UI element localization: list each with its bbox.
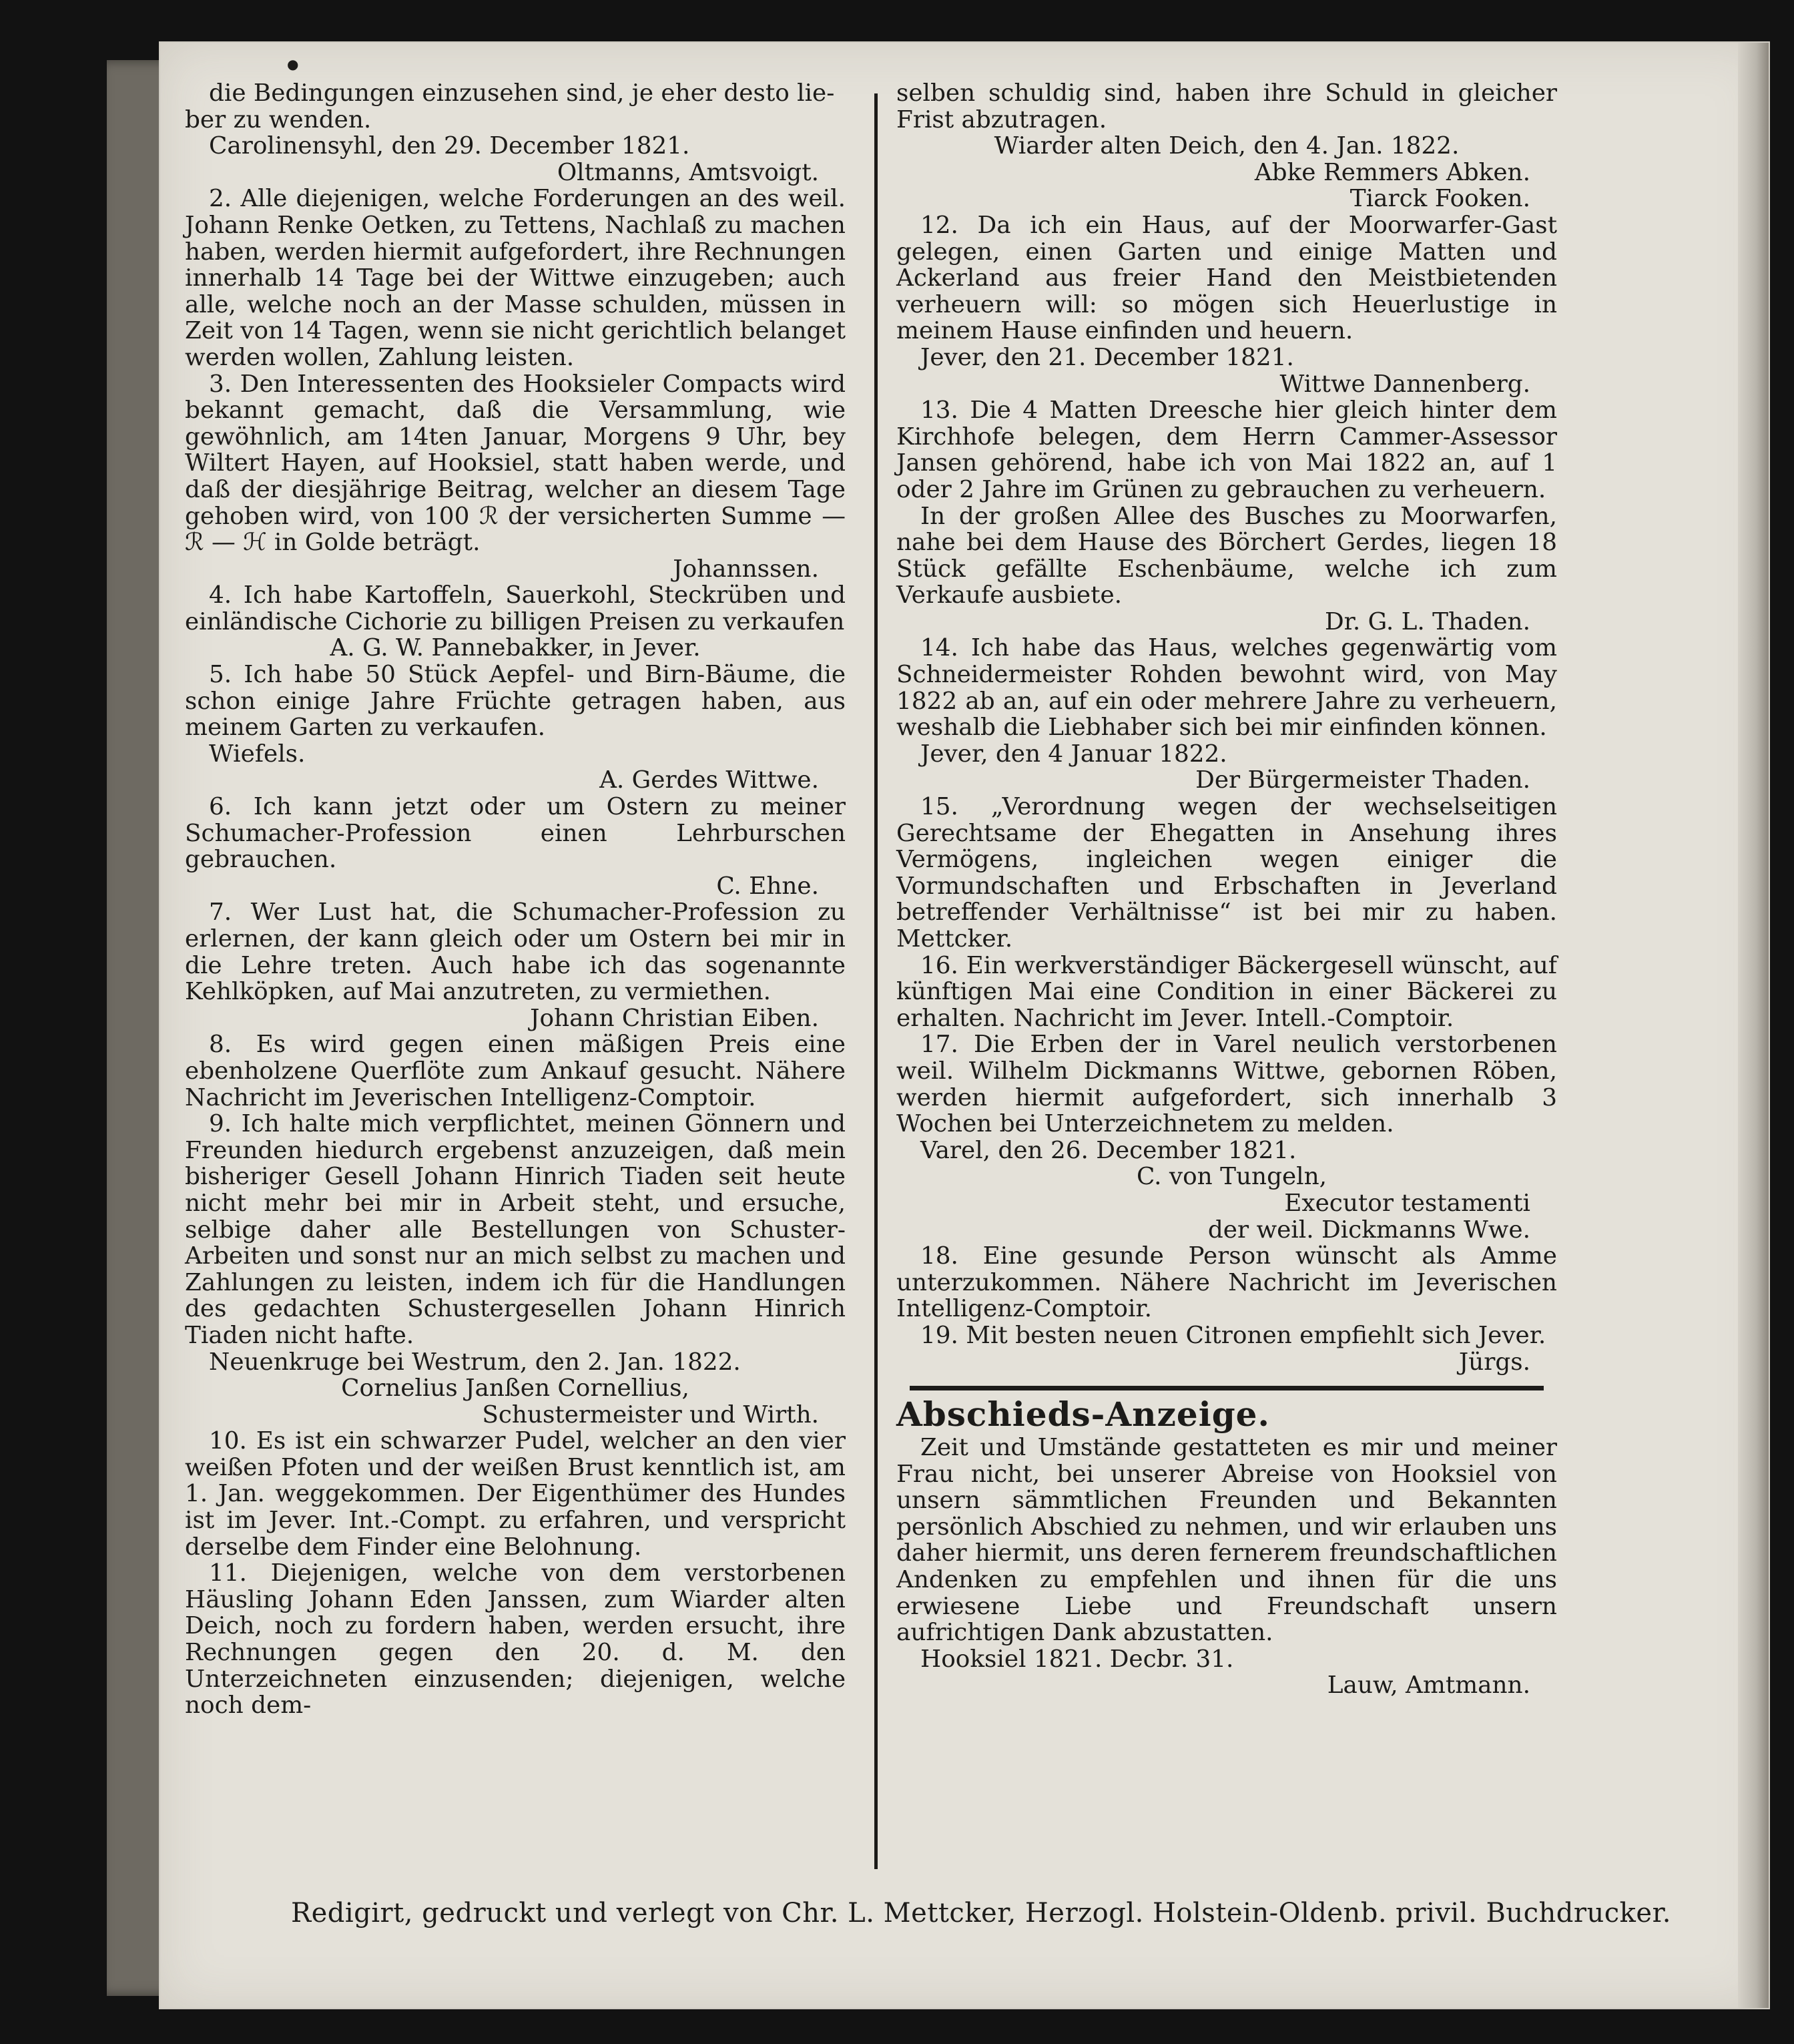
notice-10: 10. Es ist ein schwarzer Pudel, welcher an den vier weißen Pfoten und der weißen Brust kenntlich ist, am 1. Jan. weggekommen. Der Eigenthümer des Hundes ist im Jever. Int.-Compt. zu erfahren, und verspricht derselbe dem Finder eine Belohnung. [185,1427,846,1561]
notice-signature: der weil. Dickmanns Wwe. [1207,1216,1530,1244]
notice-signature: Der Bürgermeister Thaden. [1195,766,1530,794]
section-rule [910,1386,1544,1390]
notice-15: 15. „Verordnung wegen der wechselseitigen Gerechtsame der Ehegatten in Ansehung ihres Vermögens, ingleichen wegen einiger die Vormundschaften und Erbschaften in Jeverland betreffender Verhältnisse“ ist bei mir zu haben. Mettcker. [896,793,1557,953]
notice-dateline: Neuenkruge bei Westrum, den 2. Jan. 1822. [209,1348,741,1376]
notice-dateline: Varel, den 26. December 1821. [920,1136,1297,1164]
notice-signature: C. von Tungeln, [1137,1163,1327,1191]
notice-18: 18. Eine gesunde Person wünscht als Amme unterzukommen. Nähere Nachricht im Jeverischen Intelligenz-Comptoir. [896,1242,1557,1323]
notice-dateline: Jever, den 21. December 1821. [920,343,1294,371]
notice-2: 2. Alle diejenigen, welche Forderungen an des weil. Johann Renke Oetken, zu Tettens, Nachlaß zu machen haben, werden hiermit aufgefordert, ihre Rechnungen innerhalb 14 Tage bei der Wittwe einzugeben; auch alle, welche noch an der Masse schulden, müssen in Zeit von 14 Tagen, wenn sie nicht gerichtlich belanget werden wollen, Zahlung leisten. [185,185,846,371]
notice-place: Wiefels. [209,740,306,768]
notice-19: 19. Mit besten neuen Citronen empfiehlt sich Jever. [920,1321,1546,1349]
farewell-text: Zeit und Umstände gestatteten es mir und meiner Frau nicht, bei unserer Abreise von Hooksiel von unsern sämmtlichen Freunden und Bekannten persönlich Abschied zu nehmen, und wir erlauben uns daher hiermit, uns deren fernerem freundschaftlichen Andenken zu empfehlen und ihnen für die uns erwiesene Liebe und Freundschaft unsern aufrichtigen Dank abzustatten. [896,1434,1557,1647]
notice-signature: Johann Christian Eiben. [530,1004,819,1032]
page-edge [1738,43,1769,2008]
notice-11: 11. Diejenigen, welche von dem verstorbenen Häusling Johann Eden Janssen, zum Wiarder alten Deich, noch zu fordern haben, werden ersucht, ihre Rechnungen gegen den 20. d. M. den Unterzeichneten einzusenden; diejenigen, welche noch dem- [185,1559,846,1720]
notice-9: 9. Ich halte mich verpflichtet, meinen Gönnern und Freunden hiedurch ergebenst anzuzeigen, daß mein bisheriger Gesell Johann Hinrich Tiaden seit heute nicht mehr bei mir in Arbeit steht, und ersuche, selbige daher alle Bestellungen von Schuster-Arbeiten und sonst nur an mich selbst zu machen und Zahlungen zu leisten, indem ich für die Handlungen des gedachten Schustergesellen Johann Hinrich Tiaden nicht hafte. [185,1110,846,1349]
farewell-heading: Abschieds-Anzeige. [896,1394,1270,1435]
column-divider [874,93,878,1869]
notice-signature: Tiarck Fooken. [1350,185,1530,213]
notice-signature: Cornelius Janßen Cornellius, [341,1374,689,1402]
notice-text: ber zu wenden. [185,105,372,134]
notice-12: 12. Da ich ein Haus, auf der Moorwarfer-Gast gelegen, einen Garten und einige Matten und Ackerland aus freier Hand den Meistbietenden verheuern will: so mögen sich Heuerlustige in meinem Hause einfinden und heuern. [896,211,1557,345]
notice-dateline: Wiarder alten Deich, den 4. Jan. 1822. [994,132,1460,160]
notice-16: 16. Ein werkverständiger Bäckergesell wünscht, auf künftigen Mai eine Condition in einer Bäckerei zu erhalten. Nachricht im Jever. Intell.-Comptoir. [896,951,1557,1032]
notice-13: 13. Die 4 Matten Dreesche hier gleich hinter dem Kirchhofe belegen, dem Herrn Cammer-Assessor Jansen gehörend, habe ich von Mai 1822 an, auf 1 oder 2 Jahre im Grünen zu gebrauchen zu verheuern. [896,397,1557,503]
print-mark: ● [287,56,299,72]
notice-dateline: Hooksiel 1821. Decbr. 31. [920,1645,1234,1673]
notice-7: 7. Wer Lust hat, die Schumacher-Profession zu erlernen, der kann gleich oder um Ostern bei mir in die Lehre treten. Auch habe ich das sogenannte Kehlköpken, auf Mai anzutreten, zu vermiethen. [185,899,846,1006]
notice-dateline: Carolinensyhl, den 29. December 1821. [209,132,690,160]
notice-6: 6. Ich kann jetzt oder um Ostern zu meiner Schumacher-Profession einen Lehrburschen gebrauchen. [185,793,846,874]
notice-17: 17. Die Erben der in Varel neulich verstorbenen weil. Wilhelm Dickmanns Wittwe, gebornen Röben, werden hiermit aufgefordert, sich innerhalb 3 Wochen bei Unterzeichnetem zu melden. [896,1031,1557,1138]
right-column [896,80,1557,1699]
notice-signature: A. G. W. Pannebakker, in Jever. [330,634,701,662]
notice-signature: Schustermeister und Wirth. [482,1400,819,1429]
left-column [185,80,846,1719]
notice-4: 4. Ich habe Kartoffeln, Sauerkohl, Steckrüben und einländische Cichorie zu billigen Preisen zu verkaufen [185,581,846,635]
notice-signature: Wittwe Dannenberg. [1279,370,1530,398]
notice-signature: Executor testamenti [1284,1189,1530,1217]
notice-signature: C. Ehne. [716,872,819,900]
notice-text: die Bedingungen einzusehen sind, je eher desto lie- [209,79,835,107]
notice-signature: A. Gerdes Wittwe. [599,766,819,794]
notice-13-addendum: In der großen Allee des Busches zu Moorwarfen, nahe bei dem Hause des Börchert Gerdes, liegen 18 Stück gefällte Eschenbäume, welche ich zum Verkaufe ausbiete. [896,502,1557,609]
notice-signature: Lauw, Amtmann. [1327,1672,1530,1700]
notice-14: 14. Ich habe das Haus, welches gegenwärtig vom Schneidermeister Rohden bewohnt wird, von May 1822 ab an, auf ein oder mehrere Jahre zu verheuern, weshalb die Liebhaber sich bei mir einfinden können. [896,634,1557,742]
notice-signature: Dr. G. L. Thaden. [1324,607,1530,635]
notice-5: 5. Ich habe 50 Stück Aepfel- und Birn-Bäume, die schon einige Jahre Früchte getragen haben, aus meinem Garten zu verkaufen. [185,661,846,742]
notice-3: 3. Den Interessenten des Hooksieler Compacts wird bekannt gemacht, daß die Versammlung, wie gewöhnlich, am 14ten Januar, Morgens 9 Uhr, bey Wiltert Hayen, auf Hooksiel, statt haben werde, und daß der diesjährige Beitrag, welcher an diesem Tage gehoben wird, von 100 ℛ der versicherten Summe — ℛ — ℋ in Golde beträgt. [185,370,846,557]
notice-signature: Johannssen. [673,555,819,583]
notice-signature: Oltmanns, Amtsvoigt. [557,158,819,186]
notice-signature: Jürgs. [1458,1348,1530,1376]
notice-signature: Abke Remmers Abken. [1254,158,1530,186]
notice-dateline: Jever, den 4 Januar 1822. [920,740,1227,768]
notice-8: 8. Es wird gegen einen mäßigen Preis eine ebenholzene Querflöte zum Ankauf gesucht. Nähere Nachricht im Jeverischen Intelligenz-Comptoir. [185,1031,846,1111]
imprint-footer: Redigirt, gedruckt und verlegt von Chr. L. Mettcker, Herzogl. Holstein-Oldenb. privil. Buchdrucker. [290,1898,1672,1929]
notice-text: selben schuldig sind, haben ihre Schuld in gleicher Frist abzutragen. [896,79,1557,134]
